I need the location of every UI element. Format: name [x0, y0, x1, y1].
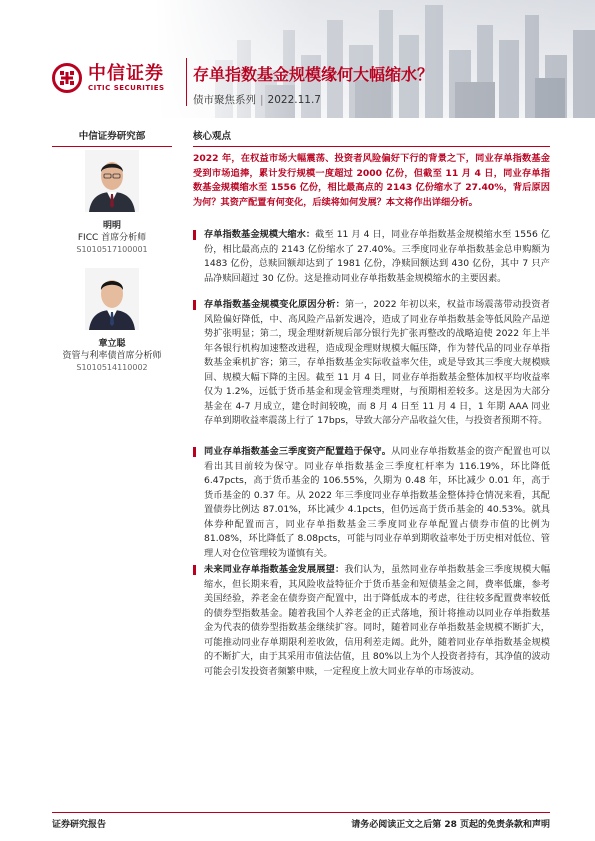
analyst-role: FICC 首席分析师 [77, 233, 147, 243]
logo-english-text: CITIC SECURITIES [88, 83, 165, 92]
analyst-card [52, 268, 172, 374]
citic-logo [52, 58, 182, 98]
key-point-text: 第一，2022 年初以来，权益市场震荡带动投资者风险偏好降低，中、高风险产品新发遇冷，造成了同业存单指数基金等低风险产品逆势扩张明显；第二，现金理财新规后部分银行先扩张再整改的战略迫使 2022 年上半年各银行机构加速整改进程，造成现金理财规模大幅压降，作为替代品的同业存单指数基金乘机扩容；第三，存单指数基金实际收益率欠佳，或是导致其三季度大规模赎回、规模大幅下降的主因。截至 11 月 4 日，同业存单指数基金整体加权平均收益率仅为 1.2%，远低于货币基金和现金管理类理财，与预期相差较多。这是因为大部分基金在 4-7 月成立，建仓时间较晚，而 8 月 4 日至 11 月 4 日，1 年期 AAA 同业存单到期收益率震荡上行了 17bps，导致大部分产品收益欠佳，与投资者预期不符。 [204, 299, 550, 426]
report-title: 存单指数基金规模缘何大幅缩水？ [193, 65, 434, 84]
key-point-text: 从同业存单指数基金的资产配置也可以看出其目前较为保守。同业存单指数基金三季度杠杆率为 116.19%，环比降低 6.47pcts，高于货币基金的 106.55%，久期为 0.48 年，环比减少 0.01 年，高于货币基金的 0.37 年。从 2022 年三季度同业存单指数基金整体持仓情况来看，其配置债券比例达 87.01%，环比减少 4.1pcts，但仍远高于货币基金的 40.53%。就具体券种配置而言，同业存单指数基金三季度同业存单配置占债券市值的比例为 81.08%，环比降低了 8.08pcts，可能与同业存单到期收益率处于历史相对低位、管理人对仓位管理较为谨慎有关。 [204, 446, 551, 559]
series-separator: | [260, 94, 264, 106]
bullet-marker [193, 230, 196, 240]
footer-disclaimer-note: 请务必阅读正文之后第 28 页起的免责条款和声明 [351, 820, 550, 830]
analyst-role: 资管与利率债首席分析师 [62, 351, 162, 361]
bullet-marker [193, 447, 196, 457]
report-date: 2022.11.7 [267, 94, 321, 106]
key-point [193, 445, 550, 561]
bullet-marker [193, 565, 196, 575]
key-point-lead: 存单指数基金规模变化原因分析： [204, 299, 346, 310]
key-point-text: 截至 11 月 4 日，同业存单指数基金规模缩水至 1556 亿份，相比最高点的 2143 亿份缩水了 27.40%。三季度同业存单指数基金总申购额为 1483 亿份，总赎回额却达到了 1981 亿份，净赎回额达到 430 亿份，其中 7 只产品净赎回超过 30 亿份。这是推动同业存单指数基金规模缩水的主要因素。 [204, 229, 550, 284]
report-header [0, 0, 595, 118]
key-point-lead: 同业存单指数基金三季度资产配置趋于保守。 [204, 446, 392, 457]
page-footer [52, 812, 550, 830]
series-name: 债市聚焦系列 [193, 94, 256, 106]
analyst-photo-avatar [85, 150, 139, 212]
analyst-name: 章立聪 [98, 339, 126, 349]
core-summary-paragraph: 2022 年，在权益市场大幅震荡、投资者风险偏好下行的背景之下，同业存单指数基金受到市场追捧，累计发行规模一度超过 2000 亿份，但截至 11 月 4 日，同业存单指数基金规模缩水至 1556 亿份，相比最高点的 2143 亿份缩水了 27.40%，背后原因为何？其资产配置有何变化，后续将如何发展？本文将作出详细分析。 [193, 153, 550, 208]
logo-chinese-text: 中信证券 [88, 62, 164, 84]
bullet-marker [193, 300, 196, 310]
report-series-line [193, 92, 321, 107]
research-dept-heading: 中信证券研究部 [52, 128, 172, 147]
analyst-photo-avatar [85, 268, 139, 330]
analyst-name: 明明 [102, 221, 121, 231]
analyst-license-id: S1010514110002 [76, 363, 148, 372]
key-point-lead: 存单指数基金规模大缩水： [204, 229, 316, 240]
key-point [193, 228, 550, 286]
key-point-lead: 未来同业存单指数基金发展展望： [204, 564, 345, 575]
analyst-license-id: S1010517100001 [76, 245, 148, 254]
logo-divider [186, 58, 187, 106]
key-point [193, 298, 550, 429]
citic-logo-icon [52, 63, 82, 93]
key-point-text: 我们认为，虽然同业存单指数基金三季度规模大幅缩水，但长期来看，其风险收益特征介于货币基金和短债基金之间，费率低廉，参考美国经验，养老金在债券资产配置中，出于降低成本的考虑，往往较多配置费率较低的债券型指数基金。随着我国个人养老金的正式落地，预计将推动以同业存单指数基金为代表的债券型指数基金继续扩容。同时，随着同业存单指数基金规模不断扩大，可能推动同业存单期限利差收敛，信用利差走阔。此外，随着同业存单指数基金规模的不断扩大，由于其采用市值法估值，且 80%以上为个人投资者持有，其净值的波动可能会引发投资者频繁申赎，一定程度上放大同业存单的市场波动。 [204, 564, 551, 677]
key-point [193, 563, 550, 679]
footer-report-type: 证券研究报告 [52, 820, 107, 830]
core-views-heading: 核心观点 [193, 128, 550, 147]
analyst-card [52, 150, 172, 256]
